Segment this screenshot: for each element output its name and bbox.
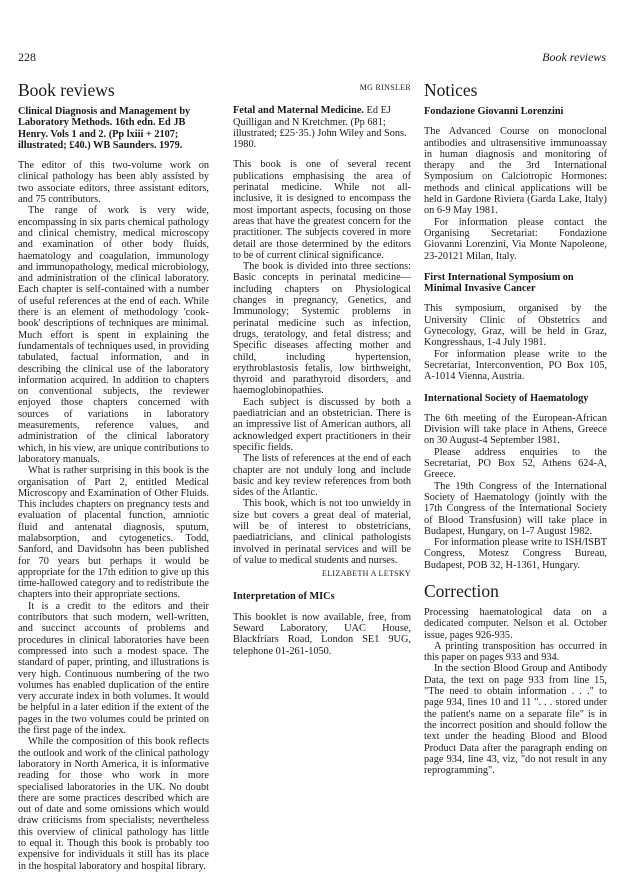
review-1-title-block [18, 106, 209, 151]
notice-title: First International Symposium on Minimal Invasive Cancer [424, 271, 574, 295]
review-2-reviewer: ELIZABETH A LETSKY [322, 569, 411, 579]
notices-heading: Notices [424, 80, 478, 100]
review-1-reviewer: MG RINSLER [359, 83, 411, 92]
review-3-paragraph: This booklet is now available, free, from Seward Laboratory, UAC House, Blackfriars Road, London SE1 9UG, telephone 01-261-1050. [233, 611, 411, 657]
notice-paragraph: The 19th Congress of the International Society of Haematology (jointly with the 17th Congress of the International Society of Blood Transfusion) will take place in Budapest, Hungary, on 1-7 August 1982. [424, 480, 607, 537]
running-section-title: Book reviews [542, 50, 606, 64]
review-1-book-details: 16th edn. Ed JB Henry. Vols 1 and 2. (Pp lxiii + 2107; illustrated; £40.) WB Saunders. 1979. [18, 117, 186, 151]
column-2 [233, 80, 411, 657]
notice-paragraph: For information please write to the Secretariat, Interconvention, PO Box 105, A-1014 Vienna, Austria. [424, 348, 607, 383]
review-2-paragraph: This book is one of several recent publications emphasising the area of perinatal medicine. While not all-inclusive, it is designed to encompass the most important aspects, focusing on those areas that have the greatest concern for the practitioner. The subjects covered in more detail are those determined by the editors to be of current clinical significance. [233, 159, 411, 261]
book-reviews-heading: Book reviews [18, 80, 115, 100]
review-1-paragraph: The editor of this two-volume work on clinical pathology has been ably assisted by two associate editors, three assistant editors, and 75 contributors. [18, 160, 209, 206]
notice-title: Fondazione Giovanni Lorenzini [424, 106, 564, 117]
column-3 [424, 80, 607, 776]
page-number: 228 [18, 50, 36, 64]
review-2-paragraph: This book, which is not too unwieldy in size but covers a great deal of material, will be of interest to obstetricians, paediatricians, and clinical pathologists involved in perinatal services and will be of value to medical students and nurses. [233, 498, 411, 566]
notice-title: International Society of Haematology [424, 392, 589, 404]
notice-item [424, 393, 607, 571]
correction-paragraph: In the section Blood Group and Antibody Data, the text on page 933 from line 15, "The need to obtain information . . ." to page 934, lines 10 and 11 ". . . stored under the patient's name on a separate file" is in the incorrect position and should follow the text under the heading Blood and Blood Product Data after the paragraph ending on page 934, line 43, viz, "do not result in any reprogramming". [424, 663, 607, 777]
review-2-book-details: Ed EJ Quilligan and N Kretchmer. (Pp 681; illustrated; £25·35.) John Wiley and Sons. 1980. [233, 105, 407, 151]
notice-paragraph: The 6th meeting of the European-African Division will take place in Athens, Greece on 30 August-4 September 1981. [424, 412, 607, 447]
notice-paragraph: Please address enquiries to the Secretariat, PO Box 52, Athens 624-A, Greece. [424, 446, 607, 481]
notice-paragraph: The Advanced Course on monoclonal antibodies and ultrasensitive immunoassay in human diagnosis and monitoring of therapy and the 3rd International Symposium on Calciotropic Hormones: methods and clinical applications will be held in Gardone Riviera (Garda Lake, Italy) on 6-9 May 1981. [424, 126, 607, 217]
correction-paragraph: Processing haematological data on a dedicated computer. Nelson et al. October issue, pages 926-935. [424, 606, 607, 641]
review-1-paragraph: While the composition of this book reflects the outlook and work of the clinical pathology laboratory in North America, it is informative reading for those who work in more specialised laboratories in the UK. No doubt there are some practices described which are out of date and some omissions which would draw criticisms from specialists; nevertheless this overview of clinical pathology has little to equal it. Though this book is probably too expensive for individuals it still has its place in the hospital laboratory and hospital library. [18, 736, 209, 872]
review-2-title-block [233, 105, 411, 150]
notice-paragraph: For information please write to ISH/ISBT Congress, Motesz Congress Bureau, Budapest, POB 32, H-1361, Hungary. [424, 537, 607, 571]
correction-heading: Correction [424, 580, 499, 601]
review-1-paragraph: It is a credit to the editors and their contributors that such modern, well-written, and succinct accounts of problems and procedures in clinical laboratories have been compressed into such a modest space. The standard of paper, printing, and illustrations is very high. Continuous numbering of the two volumes has enabled duplication of the entire very accurate index in both volumes. It would be helpful in a later edition if the extent of the pages in the two volumes could be printed on the first page of the index. [18, 600, 209, 737]
review-2-book-title: Fetal and Maternal Medicine. [233, 105, 364, 117]
review-2-paragraph: Each subject is discussed by both a paediatrician and an obstetrician. There is an impressive list of American authors, all acknowledged expert practitioners in their specific fields. [233, 396, 411, 453]
column-1 [18, 80, 209, 872]
correction-paragraph: A printing transposition has occurred in this paper on pages 933 and 934. [424, 640, 607, 664]
review-1-book-title: Clinical Diagnosis and Management by Laboratory Methods. [18, 106, 191, 129]
notice-paragraph: This symposium, organised by the University Clinic of Obstetrics and Gynecology, Graz, will be held in Graz, Kongresshaus, 1-4 July 1981. [424, 303, 607, 349]
review-3-title: Interpretation of MICs [233, 591, 335, 603]
review-1-paragraph: The range of work is very wide, encompassing in six parts chemical pathology and clinical chemistry, medical microscopy and examination of other body fluids, haematology and coagulation, immunology and immunopathology, medical microbiology, and administration of the clinical laboratory. Each chapter is self-contained with a number of useful references at the end of each. While there is an element of methodology 'cook-book' descriptions of techniques are minimal. Much effort is spent in explaining the fundamentals of techniques used, in providing tabulated, factual information, and in describing the clinical use of the laboratory information acquired. In addition to chapters on conventional subjects, the reviewer enjoyed those chapters concerned with sources of variations in laboratory measurements, reference values, and administration of the clinical laboratory which, in his view, are unique contributions to laboratory manuals. [18, 205, 209, 465]
notice-item [424, 106, 607, 262]
notice-paragraph: For information please contact the Organising Secretariat: Fondazione Giovanni Lorenzini, Via Monte Napoleone, 23-20121 Milan, Italy. [424, 216, 607, 262]
running-header [18, 50, 606, 66]
notice-item [424, 272, 607, 383]
review-2-paragraph: The book is divided into three sections: Basic concepts in perinatal medicine—including chapters on Physiological changes in pregnancy, Genetics, and Immunology; Systemic problems in perinatal medicine such as infection, drugs, teratology, and fetal distress; and Specific diseases affecting mother and child, including hypertension, erythroblastosis fetalis, low birthweight, thyroid and parathyroid disorders, and haemoglobinopathies. [233, 261, 411, 397]
review-1-paragraph: What is rather surprising in this book is the organisation of Part 2, entitled Medical Microscopy and Examination of Other Fluids. This includes chapters on pregnancy tests and evaluation of placental function, amniotic fluid and antenatal diagnosis, sputum, malabsorption, and cytogenetics. Todd, Sanford, and Davidsohn has been published for 70 years but perhaps it would be appropriate for the 17th edition to give up this time-hallowed category and to redistribute the chapters into their appropriate sections. [18, 465, 209, 601]
review-2-paragraph: The lists of references at the end of each chapter are not unduly long and include basic and key review references from both sides of the Atlantic. [233, 453, 411, 499]
